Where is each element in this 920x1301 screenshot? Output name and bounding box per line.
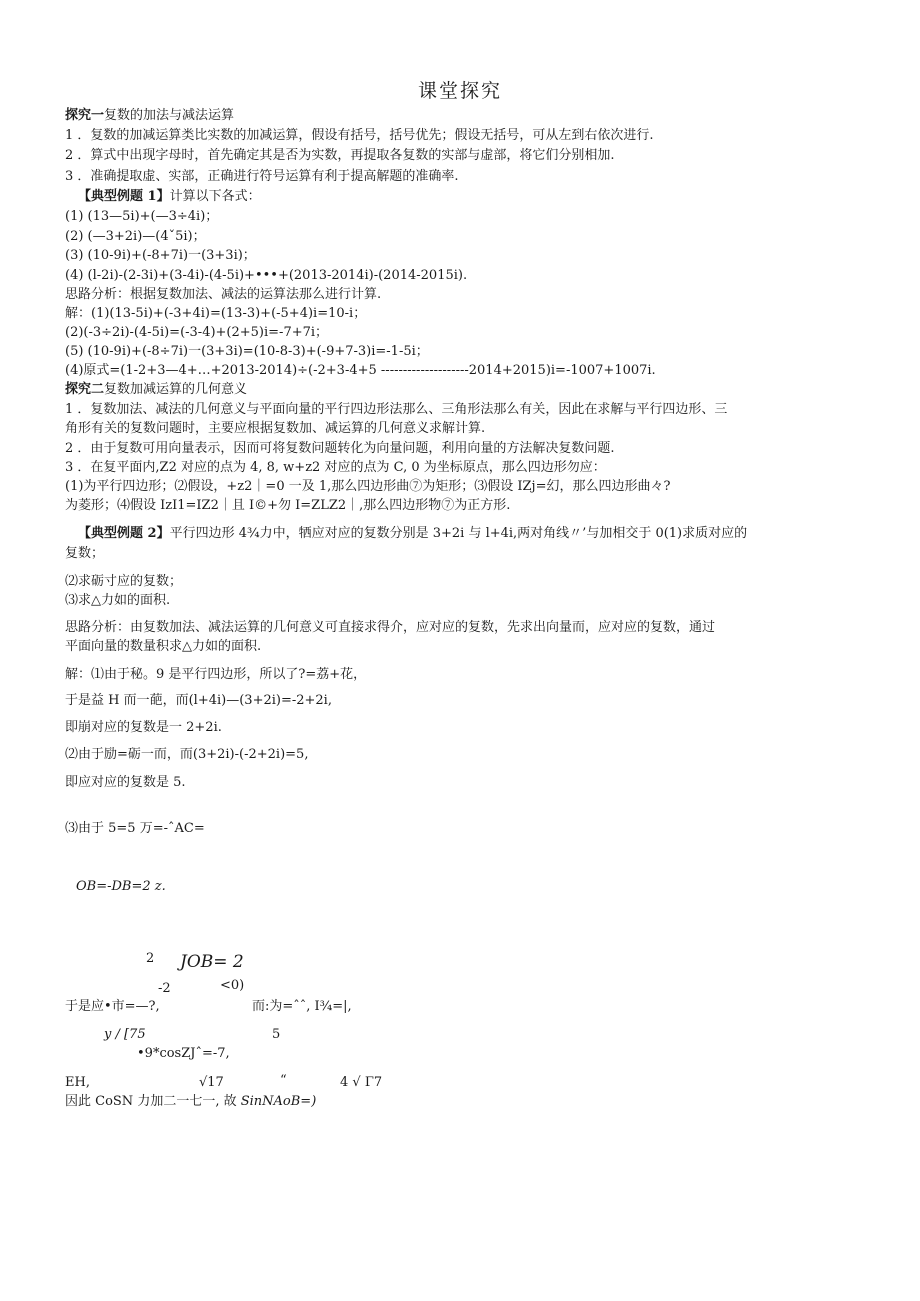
example-2-text-cont: 复数； <box>65 546 105 561</box>
formula-fragment: y / [75 <box>104 1027 146 1042</box>
paragraph: 3 ．在复平面内,Z2 对应的点为 4, 8, w+z2 对应的点为 C, 0 为坐标原点，那么四边形勿应： <box>65 460 606 475</box>
solution-line: ⑵由于励=砺一而，而(3+2i)-(-2+2i)=5, <box>65 747 309 762</box>
section-1-label: 探究一 <box>65 108 105 123</box>
paragraph: (1)为平行四边形；⑵假设，+z2｜=0 一及 1,那么四边形曲⑦为矩形；⑶假设 IZj=幻，那么四边形曲々? <box>65 479 671 494</box>
solution-line: 解：(1)(13-5i)+(-3+4i)=(13-3)+(-5+4)i=10-i； <box>65 306 367 321</box>
formula-fragment: EH, <box>65 1075 90 1090</box>
solution-text: 因此 CoSN 力加二一七一, 故 <box>65 1094 241 1109</box>
solution-line: (2)(-3÷2i)-(4-5i)=(-3-4)+(2+5)i=-7+7i； <box>65 325 329 340</box>
question-line: (1) (13—5i)+(—3÷4i)； <box>65 209 219 224</box>
solution-line: 而:为=ˆˆ, I¾=|, <box>252 999 352 1014</box>
section-2-label: 探究二 <box>65 382 105 397</box>
formula-fragment: 5 <box>272 1027 281 1042</box>
question-line: (2) (—3+2i)—(4ˇ5i)； <box>65 229 206 244</box>
paragraph: 2 ．由于复数可用向量表示，因而可将复数问题转化为向量问题，利用向量的方法解决复数问题. <box>65 441 615 456</box>
paragraph: 角形有关的复数问题时，主要应根据复数加、减运算的几何意义求解计算. <box>65 421 486 436</box>
example-2-heading <box>78 525 747 543</box>
example-1-tag: 【典型例题 1】 <box>78 189 170 204</box>
question-line: ⑵求砺寸应的复数； <box>65 574 183 589</box>
formula-line: •9*cosZJˆ=-7, <box>137 1046 230 1061</box>
formula-fragment: JOB= 2 <box>180 952 244 972</box>
formula-fragment: -2 <box>158 981 171 996</box>
section-2-heading <box>65 381 247 399</box>
solution-line: 解：⑴由于秘。9 是平行四边形，所以了?=荔+花， <box>65 667 367 682</box>
paragraph: 1 ．复数的加减运算类比实数的加减运算，假设有括号，括号优先；假设无括号，可从左到右依次进行. <box>65 128 654 143</box>
solution-line: 即崩对应的复数是一 2+2i. <box>65 720 222 735</box>
analysis-line: 平面向量的数量积求△力如的面积. <box>65 639 262 654</box>
formula-fragment: 2 <box>146 951 155 966</box>
analysis-line: 思路分析：根据复数加法、减法的运算法那么进行计算. <box>65 287 382 302</box>
solution-line: 于是益 H 而一葩，而(l+4i)—(3+2i)=-2+2i, <box>65 693 332 708</box>
example-1-heading <box>78 188 261 206</box>
section-1-heading <box>65 107 234 125</box>
section-2-title: 复数加减运算的几何意义 <box>104 382 248 397</box>
formula-fragment: <0) <box>220 978 245 993</box>
paragraph: 1 ．复数加法、减法的几何意义与平面向量的平行四边形法那么、三角形法那么有关，因此在求解与平行四边形、三 <box>65 402 728 417</box>
formula-fragment: “ <box>280 1073 287 1088</box>
paragraph: 3 ．准确提取虚、实部，正确进行符号运算有利于提高解题的准确率. <box>65 169 459 184</box>
example-2-tag: 【典型例题 2】 <box>78 526 170 541</box>
paragraph: 为菱形；⑷假设 IzI1=IZ2｜且 I©+勿 I=ZLZ2｜,那么四边形物⑦为正方形. <box>65 498 511 513</box>
formula-fragment: 4 √ Γ7 <box>340 1075 383 1090</box>
solution-line: 即应对应的复数是 5. <box>65 775 186 790</box>
section-1-title: 复数的加法与减法运算 <box>104 108 235 123</box>
solution-line: 于是应•市=—?, <box>65 999 160 1014</box>
question-line: ⑶求△力如的面积. <box>65 593 171 608</box>
solution-line: (4)原式=(1-2+3—4+…+2013-2014)÷(-2+3-4+5 --------------------2014+2015)i=-1007+1007i. <box>65 363 656 378</box>
solution-line: (5) (10-9i)+(-8÷7i)一(3+3i)=(10-8-3)+(-9+7-3)i=-1-5i； <box>65 344 429 359</box>
question-line: (4) (l-2i)-(2-3i)+(3-4i)-(4-5i)+•••+(2013-2014i)-(2014-2015i). <box>65 268 468 283</box>
analysis-line: 思路分析：由复数加法、减法运算的几何意义可直接求得介，应对应的复数，先求出向量而，应对应的复数，通过 <box>65 620 716 635</box>
solution-line <box>65 1093 316 1111</box>
solution-line: ⑶由于 5=5 万=-ˆAC= <box>65 821 205 836</box>
formula-fragment: √17 <box>199 1075 224 1090</box>
question-line: (3) (10-9i)+(-8+7i)一(3+3i)； <box>65 248 256 263</box>
page-title: 课堂探究 <box>417 80 502 102</box>
example-2-text: 平行四边形 4¾力中，牺应对应的复数分别是 3+2i 与 l+4i,两对角线〃’与加相交于 0(1)求质对应的 <box>169 526 748 541</box>
formula-line: OB=-DB=2 z. <box>76 879 166 894</box>
example-1-text: 计算以下各式： <box>169 189 261 204</box>
paragraph: 2 ．算式中出现字母时，首先确定其是否为实数，再提取各复数的实部与虚部，将它们分别相加. <box>65 148 615 163</box>
formula-fragment: SinNAoB=) <box>240 1094 317 1109</box>
